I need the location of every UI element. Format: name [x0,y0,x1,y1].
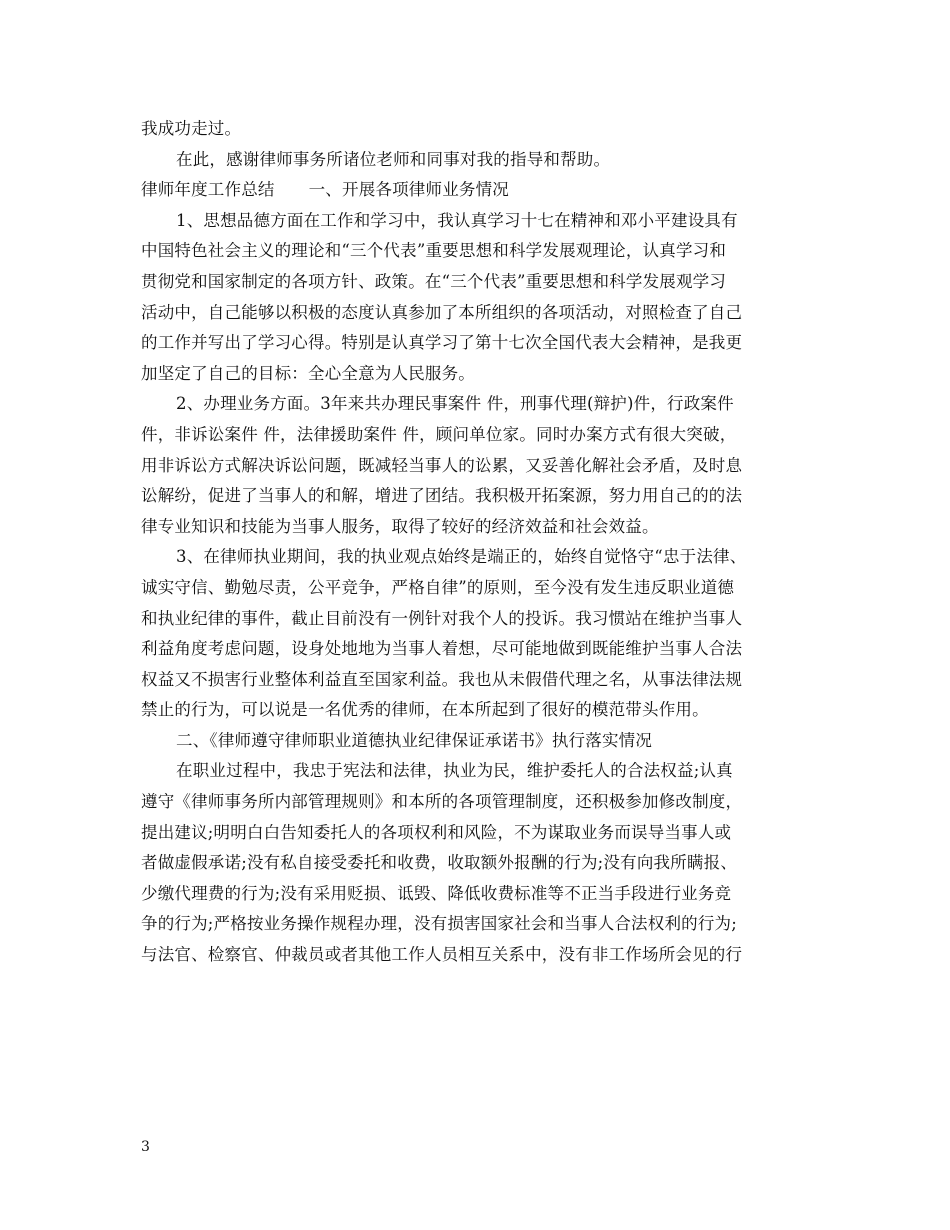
text-line: 3、在律师执业期间，我的执业观点始终是端正的，始终自觉恪守“忠于法律、 [176,547,747,567]
text-line: 者做虚假承诺;没有私自接受委托和收费，收取额外报酬的行为;没有向我所瞒报、 [141,853,738,873]
text-line: 利益角度考虑问题，设身处地地为当事人着想，尽可能地做到既能维护当事人合法 [141,639,743,659]
text-line: 遵守《律师事务所内部管理规则》和本所的各项管理制度，还积极参加修改制度， [141,792,743,812]
text-line: 禁止的行为，可以说是一名优秀的律师，在本所起到了很好的模范带头作用。 [141,700,709,720]
text-line: 件，非诉讼案件 件，法律援助案件 件，顾问单位家。同时办案方式有很大突破， [141,424,737,444]
text-line: 活动中，自己能够以积极的态度认真参加了本所组织的各项活动，对照检查了自己 [141,302,743,322]
text-line: 1、思想品德方面在工作和学习中，我认真学习十七在精神和邓小平建设具有 [176,210,738,230]
body-text [141,114,813,971]
text-line: 与法官、检察官、仲裁员或者其他工作人员相互关系中，没有非工作场所会见的行 [141,945,743,965]
text-line: 诚实守信、勤勉尽责，公平竞争，严格自律”的原则，至今没有发生违反职业道德 [141,577,735,597]
text-line: 贯彻党和国家制定的各项方针、政策。在“三个代表”重要思想和科学发展观学习 [141,271,727,291]
text-line: 讼解纷，促进了当事人的和解，增进了团结。我积极开拓案源，努力用自己的的法 [141,486,743,506]
section-heading-two: 二、《律师遵守律师职业道德执业纪律保证承诺书》执行落实情况 [176,730,653,750]
text-line: 少缴代理费的行为;没有采用贬损、诋毁、降低收费标准等不正当手段进行业务竞 [141,883,732,903]
text-line: 加坚定了自己的目标：全心全意为人民服务。 [141,363,475,383]
text-line: 在职业过程中，我忠于宪法和法律，执业为民，维护委托人的合法权益;认真 [176,761,733,781]
section-heading-line [141,175,813,206]
text-line: 争的行为;严格按业务操作规程办理，没有损害国家社会和当事人合法权利的行为; [141,914,738,934]
text-line: 我成功走过。 [141,119,242,138]
text-line: 2、办理业务方面。3年来共办理民事案件 件，刑事代理(辩护)件，行政案件 [176,394,734,414]
text-line: 律专业知识和技能为当事人服务，取得了较好的经济效益和社会效益。 [141,516,659,536]
text-line: 用非诉讼方式解决诉讼问题，既减轻当事人的讼累，又妥善化解社会矛盾，及时息 [141,455,743,475]
text-line: 中国特色社会主义的理论和“三个代表”重要思想和科学发展观理论，认真学习和 [141,241,727,261]
page-number: 3 [141,1139,150,1155]
text-line: 和执业纪律的事件，截止目前没有一例针对我个人的投诉。我习惯站在维护当事人 [141,608,743,628]
text-line: 提出建议;明明白白告知委托人的各项权利和风险，不为谋取业务而误导当事人或 [141,822,732,842]
section-heading: 一、开展各项律师业务情况 [308,180,510,200]
text-line: 权益又不损害行业整体利益直至国家利益。我也从未假借代理之名，从事法律法规 [141,669,743,689]
text-line: 的工作并写出了学习心得。特别是认真学习了第十七次全国代表大会精神，是我更 [141,333,743,353]
document-title: 律师年度工作总结 [141,180,275,200]
text-line: 在此，感谢律师事务所诸位老师和同事对我的指导和帮助。 [176,149,611,169]
